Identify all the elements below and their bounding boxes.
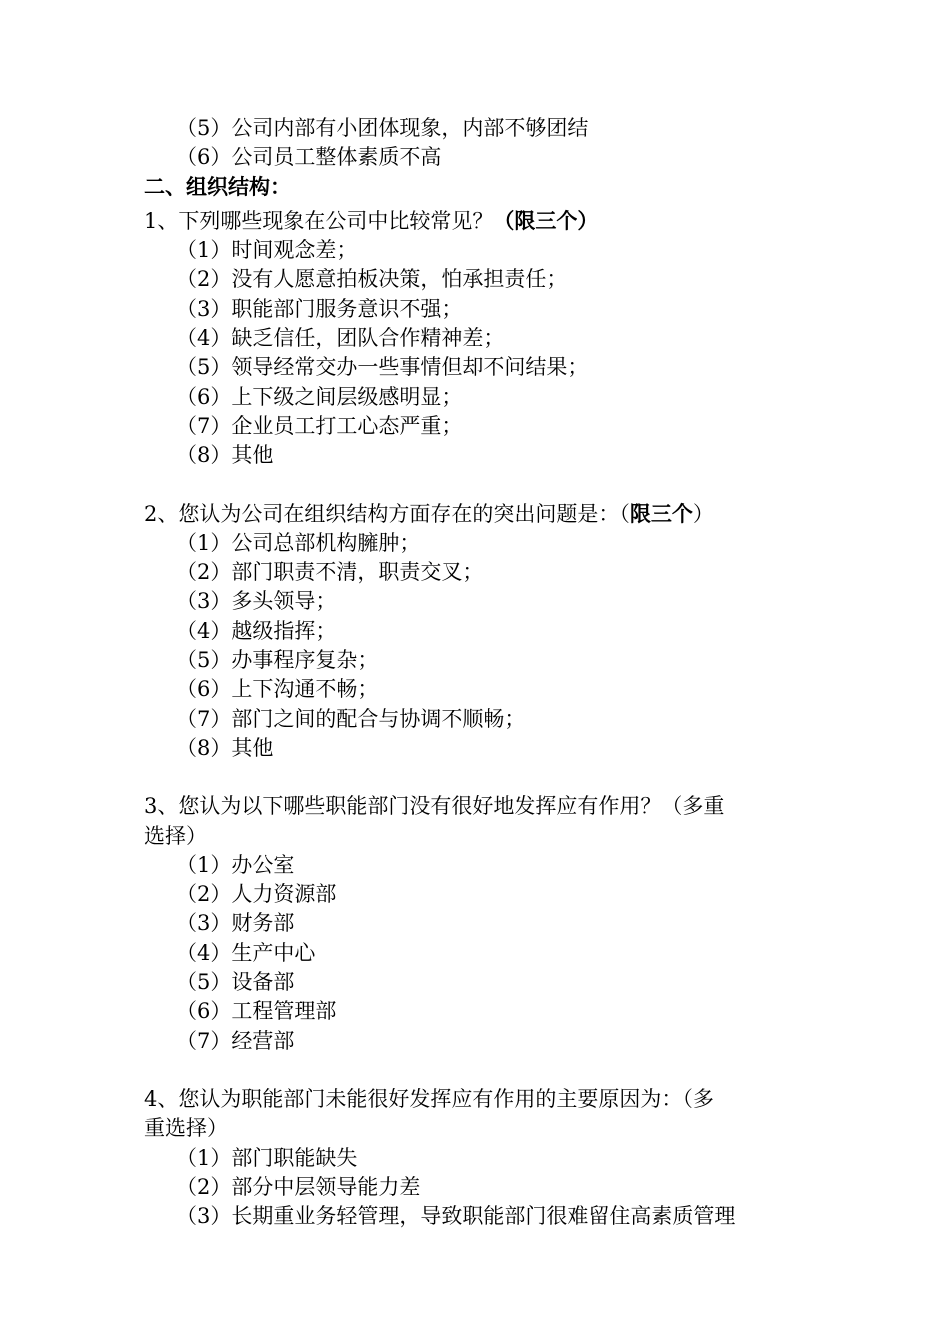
question-4-text-line2: 重选择）: [144, 1116, 228, 1141]
spacer: [144, 471, 812, 500]
option-item: （6）上下级之间层级感明显；: [176, 384, 463, 409]
option-item: （8）其他: [176, 735, 274, 760]
question-text: [144, 207, 812, 236]
option-item: （6）上下沟通不畅；: [176, 677, 379, 702]
option-item: （1）公司总部机构臃肿；: [176, 530, 421, 555]
option-item: （3）职能部门服务意识不强；: [176, 296, 463, 321]
document-content: [144, 114, 812, 1231]
option-item: （3）长期重业务轻管理，导致职能部门很难留住高素质管理: [176, 1204, 736, 1229]
question-1-text: 1、下列哪些现象在公司中比较常见？: [144, 208, 494, 233]
option-item: （4）缺乏信任，团队合作精神差；: [176, 326, 505, 351]
option-item: （2）部门职责不清，职责交叉；: [176, 560, 484, 585]
option-item: （5）设备部: [176, 970, 295, 995]
option-item: （7）企业员工打工心态严重；: [176, 413, 463, 438]
option-item: （8）其他: [176, 443, 274, 468]
intro-item: （5）公司内部有小团体现象，内部不够团结: [176, 116, 589, 140]
question-4-text-line1: 4、您认为职能部门未能很好发挥应有作用的主要原因为：（多: [144, 1086, 714, 1111]
spacer: [144, 1056, 812, 1085]
question-3: [144, 792, 812, 1056]
option-item: （3）多头领导；: [176, 589, 337, 614]
option-item: （6）工程管理部: [176, 999, 337, 1024]
question-1-note: （限三个）: [493, 208, 599, 233]
option-item: （7）经营部: [176, 1028, 295, 1053]
option-item: （1）办公室: [176, 852, 295, 877]
option-item: （2）部分中层领导能力差: [176, 1174, 421, 1199]
option-item: （1）时间观念差；: [176, 238, 358, 263]
option-item: （7）部门之间的配合与协调不顺畅；: [176, 706, 526, 731]
option-item: （4）生产中心: [176, 940, 316, 965]
question-4: [144, 1085, 812, 1231]
question-2-note: 限三个: [629, 501, 693, 526]
question-3-text-line2: 选择）: [144, 823, 207, 848]
option-item: （4）越级指挥；: [176, 618, 337, 643]
option-item: （2）人力资源部: [176, 882, 337, 907]
section-title: 二、组织结构：: [144, 174, 291, 199]
spacer: [144, 763, 812, 792]
option-item: （2）没有人愿意拍板决策，怕承担责任；: [176, 267, 568, 292]
question-2-text: 2、您认为公司在组织结构方面存在的突出问题是：（: [144, 501, 630, 526]
intro-item: （6）公司员工整体素质不高: [176, 145, 442, 170]
question-2-suffix: ）: [692, 501, 714, 526]
option-item: （3）财务部: [176, 911, 295, 936]
question-3-text-line1: 3、您认为以下哪些职能部门没有很好地发挥应有作用？（多重: [144, 794, 725, 819]
option-item: （1）部门职能缺失: [176, 1145, 358, 1170]
question-text: [144, 500, 812, 529]
question-2: [144, 500, 812, 764]
option-item: （5）办事程序复杂；: [176, 648, 379, 673]
question-1: [144, 207, 812, 471]
option-item: （5）领导经常交办一些事情但却不问结果；: [176, 355, 589, 380]
